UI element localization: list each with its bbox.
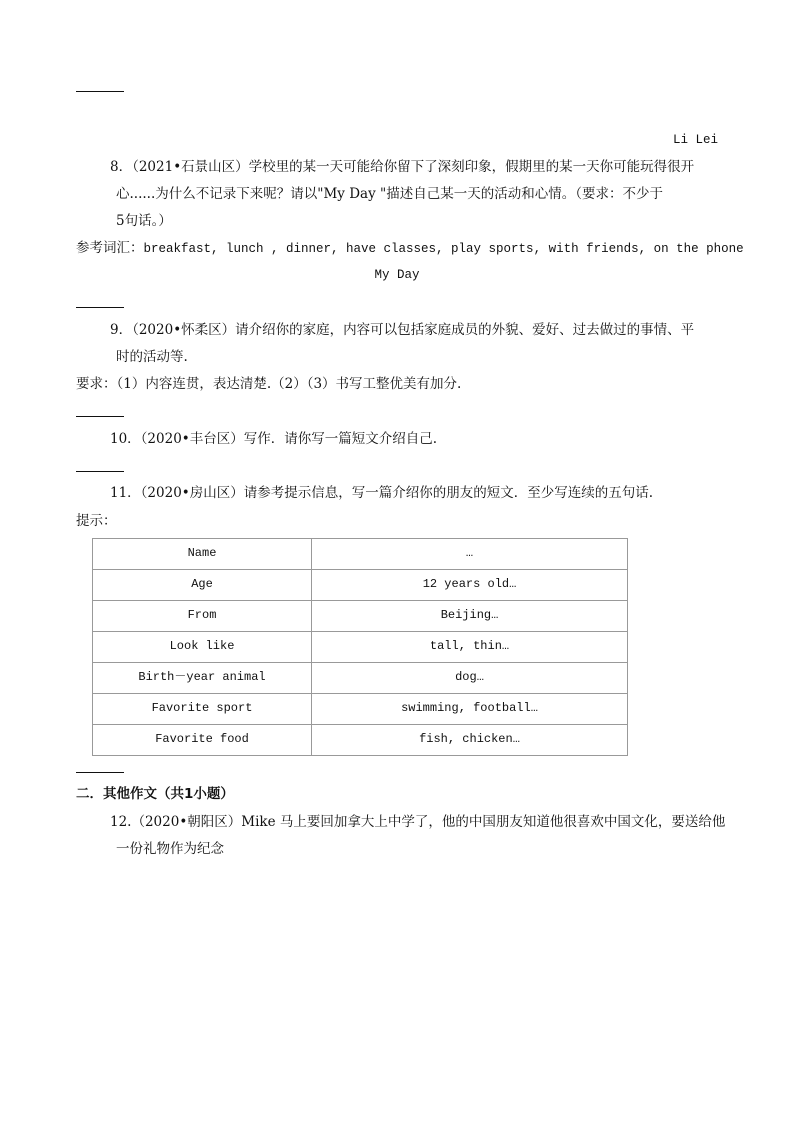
table-row	[93, 539, 628, 570]
q10-line1: 10．（2020•丰台区）写作．请你写一篇短文介绍自己.	[110, 431, 438, 447]
q9-line1: 9．（2020•怀柔区）请介绍你的家庭，内容可以包括家庭成员的外貌、爱好、过去做过的事情、平	[110, 322, 695, 338]
table-cell-value: fish, chicken…	[312, 725, 628, 756]
q8-title: My Day	[374, 268, 420, 282]
table-cell-label: Age	[93, 570, 312, 601]
table-cell-value: dog…	[312, 663, 628, 694]
table-cell-value: swimming, football…	[312, 694, 628, 725]
answer-line-5	[76, 772, 124, 773]
q8-vocab-words: breakfast, lunch , dinner, have classes, play sports, with friends, on the phone	[143, 242, 744, 256]
q8-line2: 心......为什么不记录下来呢？请以"My Day "描述自己某一天的活动和心情。（要求：不少于	[116, 186, 663, 202]
hint-table	[92, 538, 628, 756]
answer-line-1	[76, 91, 124, 92]
table-cell-label: Name	[93, 539, 312, 570]
table-cell-label: Look like	[93, 632, 312, 663]
q11-hint-label: 提示：	[76, 513, 117, 529]
q12-line1: 12.（2020•朝阳区）Mike 马上要回加拿大上中学了，他的中国朋友知道他很喜欢中国文化，要送给他	[110, 814, 726, 830]
table-row	[93, 601, 628, 632]
q9-requirements: 要求：（1）内容连贯，表达清楚.（2）（3）书写工整优美有加分.	[76, 376, 462, 392]
q8-line1: 8．（2021•石景山区）学校里的某一天可能给你留下了深刻印象，假期里的某一天你可能玩得很开	[110, 159, 695, 175]
q8-vocab	[76, 238, 744, 260]
table-cell-value: 12 years old…	[312, 570, 628, 601]
section2-heading: 二．其他作文（共1小题）	[76, 786, 234, 802]
q8-vocab-label: 参考词汇：	[76, 240, 144, 256]
table-cell-label: Favorite sport	[93, 694, 312, 725]
table-cell-label: Birth－year animal	[93, 663, 312, 694]
q8-line3: 5句话。）	[116, 213, 172, 229]
table-row	[93, 694, 628, 725]
table-row	[93, 570, 628, 601]
q9-line2: 时的活动等.	[116, 349, 188, 365]
table-cell-label: Favorite food	[93, 725, 312, 756]
table-cell-label: From	[93, 601, 312, 632]
answer-line-3	[76, 416, 124, 417]
answer-line-4	[76, 471, 124, 472]
table-cell-value: tall, thin…	[312, 632, 628, 663]
table-row	[93, 632, 628, 663]
signature: Li Lei	[672, 133, 718, 147]
q11-line1: 11．（2020•房山区）请参考提示信息，写一篇介绍你的朋友的短文．至少写连续的五句话.	[110, 485, 654, 501]
table-row	[93, 725, 628, 756]
q12-line2: 一份礼物作为纪念	[116, 841, 224, 857]
answer-line-2	[76, 307, 124, 308]
table-cell-value: Beijing…	[312, 601, 628, 632]
table-cell-value: …	[312, 539, 628, 570]
table-row	[93, 663, 628, 694]
